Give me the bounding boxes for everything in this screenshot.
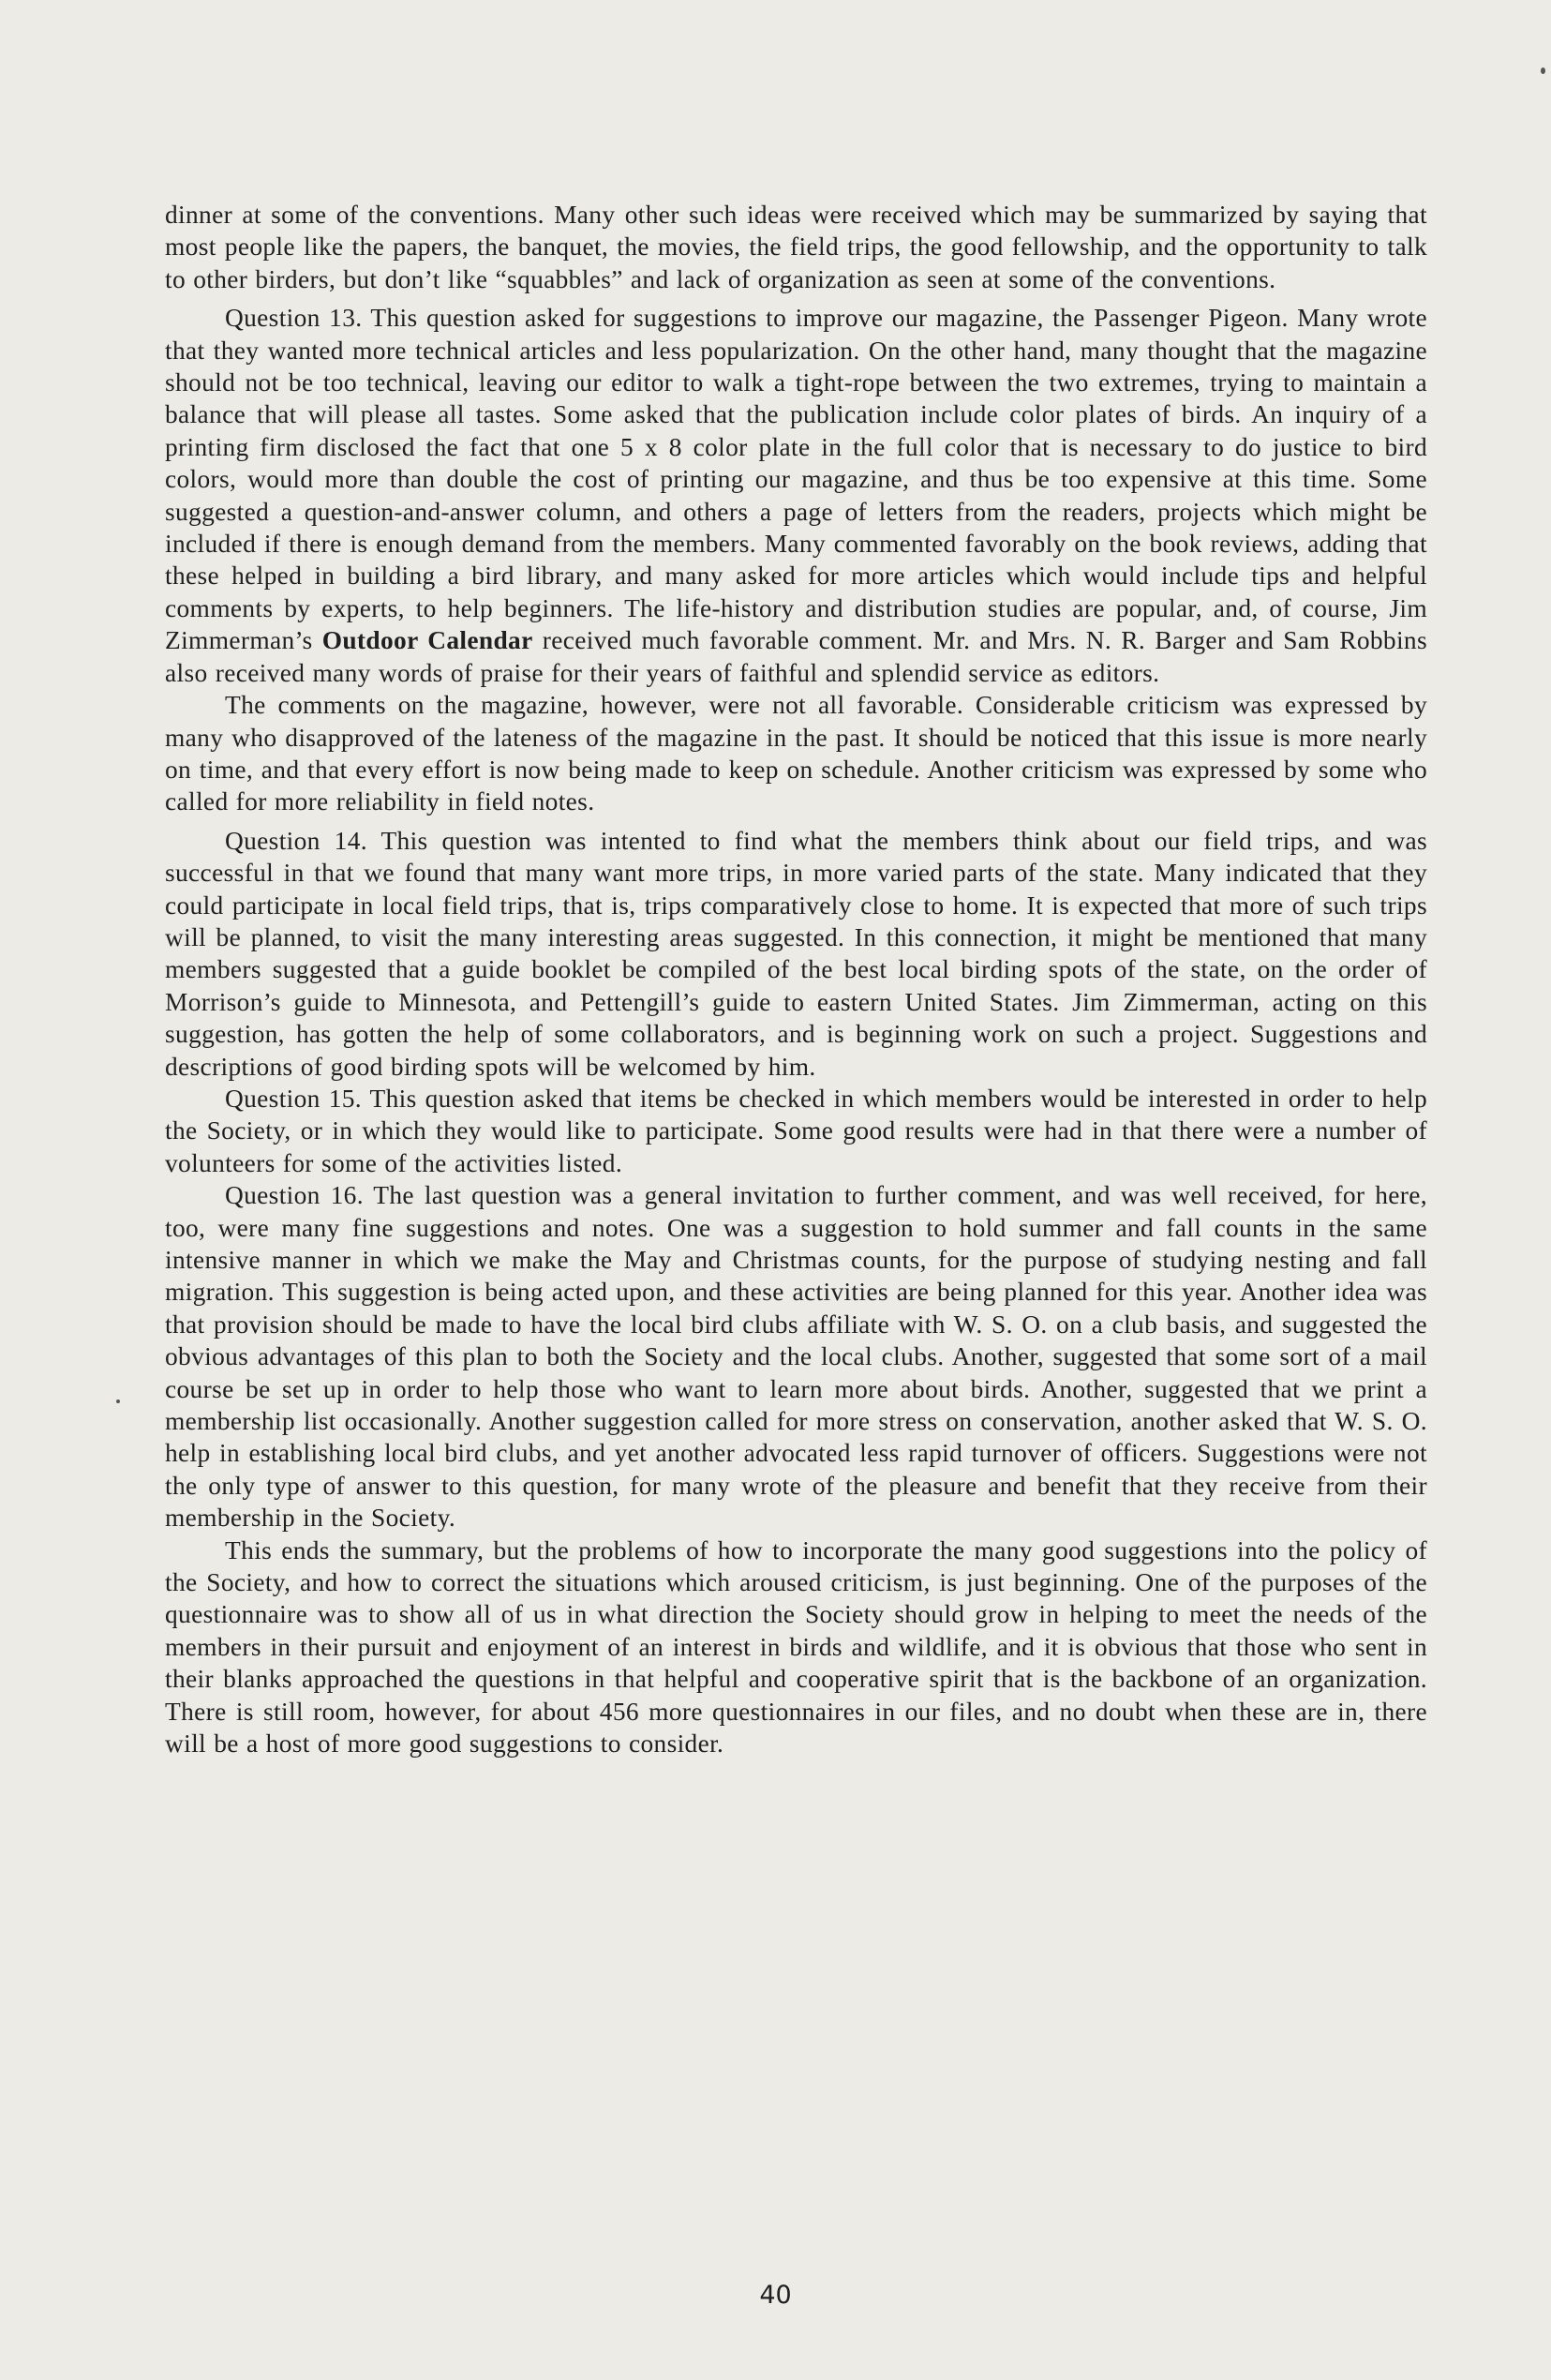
question-13-text-after: received much favorable comment. Mr. and Mrs. N. R. Barger and Sam Robbins also received many words of praise for their years of faithful and splendid service as editors. bbox=[165, 626, 1427, 687]
paragraph-conclusion: This ends the summary, but the problems of how to incorporate the many good suggestions into the policy of the Society, and how to correct the situations which aroused criticism, is just beginning. One of the purposes of the questionnaire was to show all of us in what direction the Society should grow in helping to meet the needs of the members in their pursuit and enjoyment of an interest in birds and wildlife, and it is obvious that those who sent in their blanks approached the questions in that helpful and cooperative spirit that is the backbone of an organization. There is still room, however, for about 456 more questionnaires in our files, and no doubt when these are in, there will be a host of more good suggestions to consider. bbox=[165, 1535, 1427, 1759]
paragraph-question-15: Question 15. This question asked that items be checked in which members would be interested in order to help the Society, or in which they would like to participate. Some good results were had in that there were a number of volunteers for some of the activities listed. bbox=[165, 1084, 1427, 1177]
question-13-text-before: Question 13. This question asked for suggestions to improve our magazine, the Passenger Pigeon. Many wrote that they wanted more technical articles and less popularization. On the other hand, many thought that the magazine should not be too technical, leaving our editor to walk a tight-rope between the two extremes, trying to maintain a balance that will please all tastes. Some asked that the publication include color plates of birds. An inquiry of a printing firm disclosed the fact that one 5 x 8 color plate in the full color that is necessary to do justice to bird colors, would more than double the cost of printing our magazine, and thus be too expensive at this time. Some suggested a question-and-answer column, and others a page of letters from the readers, projects which might be included if there is enough demand from the members. Many commented favorably on the book reviews, adding that these helped in building a bird library, and many asked for more articles which would include tips and helpful comments by experts, to help beginners. The life-history and distribution studies are popular, and, of course, Jim Zimmerman’s bbox=[165, 304, 1427, 655]
paragraph-question-14: Question 14. This question was intented to find what the members think about our field trips, and was successful in that we found that many want more trips, in more varied parts of the state. Many indicated that they could participate in local field trips, that is, trips comparatively close to home. It is expected that more of such trips will be planned, to visit the many interesting areas suggested. In this connection, it might be mentioned that many members suggested that a guide booklet be compiled of the best local birding spots of the state, on the order of Morrison’s guide to Minnesota, and Pettengill’s guide to eastern United States. Jim Zimmerman, acting on this suggestion, has gotten the help of some collaborators, and is beginning work on such a project. Suggestions and descriptions of good birding spots will be welcomed by him. bbox=[165, 826, 1427, 1081]
scan-speck-dot bbox=[116, 1400, 120, 1403]
body-text bbox=[165, 199, 1427, 1760]
paragraph-question-13 bbox=[165, 302, 1427, 689]
page-number: 40 bbox=[759, 2281, 792, 2310]
paragraph-conventions-summary: dinner at some of the conventions. Many other such ideas were received which may be summarized by saying that most people like the papers, the banquet, the movies, the field trips, the good fellowship, and the opportunity to talk to other birders, but don’t like “squabbles” and lack of organization as seen at some of the conventions. bbox=[165, 201, 1427, 293]
outdoor-calendar-title: Outdoor Calendar bbox=[321, 626, 533, 655]
paragraph-question-16: Question 16. The last question was a general invitation to further comment, and was well received, for here, too, were many fine suggestions and notes. One was a suggestion to hold summer and fall counts in the same intensive manner in which we make the May and Christmas counts, for the purpose of studying nesting and fall migration. This suggestion is being acted upon, and these activities are being planned for this year. Another idea was that provision should be made to have the local bird clubs affiliate with W. S. O. on a club basis, and suggested the obvious advantages of this plan to both the Society and the local clubs. Another, suggested that some sort of a mail course be set up in order to help those who want to learn more about birds. Another, suggested that we print a membership list occasionally. Another suggestion called for more stress on conservation, another asked that W. S. O. help in establishing local bird clubs, and yet another advocated less rapid turnover of officers. Suggestions were not the only type of answer to this question, for many wrote of the pleasure and benefit that they receive from their membership in the Society. bbox=[165, 1181, 1427, 1533]
paragraph-magazine-criticism: The comments on the magazine, however, were not all favorable. Considerable criticism was expressed by many who disapproved of the lateness of the magazine in the past. It should be noticed that this issue is more nearly on time, and that every effort is now being made to keep on schedule. Another criticism was expressed by some who called for more reliability in field notes. bbox=[165, 691, 1427, 816]
scan-speck-dot bbox=[1541, 67, 1545, 74]
